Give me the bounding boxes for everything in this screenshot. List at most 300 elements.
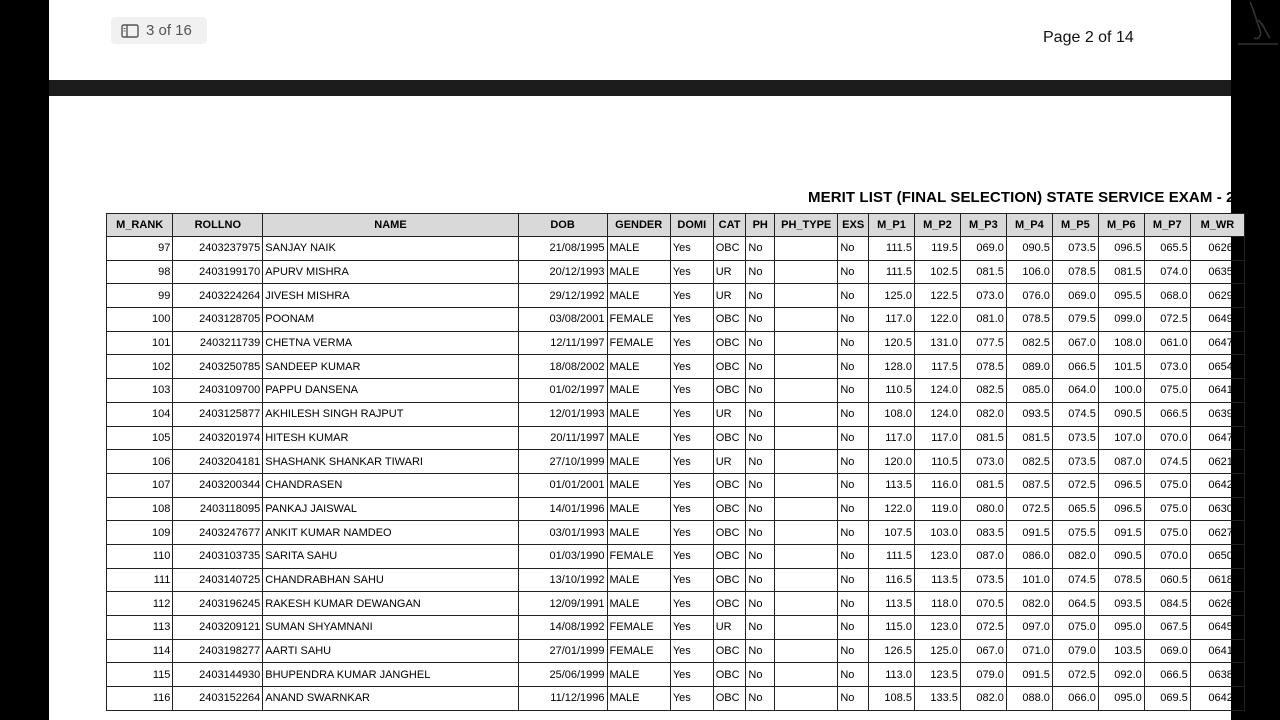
cell-m-p5: 073.5 bbox=[1052, 426, 1098, 450]
cell-gender: MALE bbox=[607, 260, 670, 284]
cell-exs: No bbox=[838, 568, 869, 592]
table-row bbox=[107, 497, 1245, 521]
cell-m-p1: 122.0 bbox=[868, 497, 914, 521]
cell-m-p6: 078.5 bbox=[1098, 568, 1144, 592]
table-row bbox=[107, 521, 1245, 545]
cell-ph: No bbox=[746, 616, 775, 640]
cell-m-p5: 079.0 bbox=[1052, 639, 1098, 663]
cell-m-p2: 113.5 bbox=[914, 568, 960, 592]
cell-m-p2: 116.0 bbox=[914, 473, 960, 497]
table-row bbox=[107, 308, 1245, 332]
cell-domi: Yes bbox=[670, 616, 713, 640]
cell-ph-type bbox=[775, 592, 838, 616]
cell-dob: 27/10/1999 bbox=[518, 450, 607, 474]
cell-ph: No bbox=[746, 260, 775, 284]
cell-m-p6: 101.5 bbox=[1098, 355, 1144, 379]
column-header-name: NAME bbox=[263, 214, 518, 237]
cell-m-rank: 107 bbox=[107, 473, 173, 497]
cell-ph-type bbox=[775, 308, 838, 332]
cell-m-p1: 120.0 bbox=[868, 450, 914, 474]
cell-name: PAPPU DANSENA bbox=[263, 379, 518, 403]
cell-m-p7: 070.0 bbox=[1144, 544, 1190, 568]
cell-name: PANKAJ JAISWAL bbox=[263, 497, 518, 521]
cell-m-p1: 117.0 bbox=[868, 308, 914, 332]
cell-name: CHANDRASEN bbox=[263, 473, 518, 497]
cell-m-p2: 123.0 bbox=[914, 616, 960, 640]
cell-domi: Yes bbox=[670, 592, 713, 616]
column-header-m-wr: M_WR bbox=[1190, 214, 1244, 237]
cell-m-p3: 072.5 bbox=[960, 616, 1006, 640]
cell-domi: Yes bbox=[670, 331, 713, 355]
column-header-m-p6: M_P6 bbox=[1098, 214, 1144, 237]
cell-m-wr: 0642.5 bbox=[1190, 687, 1244, 711]
cell-exs: No bbox=[838, 426, 869, 450]
cell-exs: No bbox=[838, 544, 869, 568]
cell-m-rank: 112 bbox=[107, 592, 173, 616]
cell-m-p5: 072.5 bbox=[1052, 663, 1098, 687]
cell-ph-type bbox=[775, 284, 838, 308]
column-header-cat: CAT bbox=[713, 214, 746, 237]
cell-m-rank: 103 bbox=[107, 379, 173, 403]
cell-exs: No bbox=[838, 473, 869, 497]
cell-m-wr: 0621.0 bbox=[1190, 450, 1244, 474]
cell-ph: No bbox=[746, 544, 775, 568]
cell-m-p6: 095.0 bbox=[1098, 616, 1144, 640]
cell-m-p1: 107.5 bbox=[868, 521, 914, 545]
cell-cat: OBC bbox=[713, 355, 746, 379]
cell-gender: MALE bbox=[607, 687, 670, 711]
cell-m-p7: 069.0 bbox=[1144, 639, 1190, 663]
table-row bbox=[107, 568, 1245, 592]
cell-dob: 27/01/1999 bbox=[518, 639, 607, 663]
column-header-m-p5: M_P5 bbox=[1052, 214, 1098, 237]
table-row bbox=[107, 260, 1245, 284]
cell-m-p7: 084.5 bbox=[1144, 592, 1190, 616]
cell-m-p6: 108.0 bbox=[1098, 331, 1144, 355]
cell-m-p5: 072.5 bbox=[1052, 473, 1098, 497]
sidebar-toggle-icon bbox=[121, 24, 139, 38]
table-row bbox=[107, 639, 1245, 663]
cell-m-p1: 113.5 bbox=[868, 592, 914, 616]
cell-m-p7: 075.0 bbox=[1144, 473, 1190, 497]
cell-m-p4: 090.5 bbox=[1006, 237, 1052, 261]
cell-dob: 20/11/1997 bbox=[518, 426, 607, 450]
column-header-exs: EXS bbox=[838, 214, 869, 237]
cell-domi: Yes bbox=[670, 473, 713, 497]
cell-rollno: 2403152264 bbox=[173, 687, 263, 711]
cell-ph-type bbox=[775, 616, 838, 640]
cell-rollno: 2403201974 bbox=[173, 426, 263, 450]
cell-ph: No bbox=[746, 568, 775, 592]
previous-page-bottom bbox=[49, 0, 1231, 80]
cell-rollno: 2403144930 bbox=[173, 663, 263, 687]
cell-ph-type bbox=[775, 521, 838, 545]
cell-rollno: 2403204181 bbox=[173, 450, 263, 474]
cell-domi: Yes bbox=[670, 379, 713, 403]
table-header-row bbox=[107, 214, 1245, 237]
cell-m-p3: 073.5 bbox=[960, 568, 1006, 592]
cell-m-p5: 075.5 bbox=[1052, 521, 1098, 545]
cell-exs: No bbox=[838, 687, 869, 711]
cell-m-p5: 082.0 bbox=[1052, 544, 1098, 568]
cell-exs: No bbox=[838, 260, 869, 284]
cell-m-rank: 100 bbox=[107, 308, 173, 332]
cell-name: JIVESH MISHRA bbox=[263, 284, 518, 308]
cell-rollno: 2403103735 bbox=[173, 544, 263, 568]
cell-domi: Yes bbox=[670, 284, 713, 308]
cell-cat: OBC bbox=[713, 592, 746, 616]
cell-gender: MALE bbox=[607, 568, 670, 592]
cell-ph: No bbox=[746, 592, 775, 616]
cell-m-p7: 073.0 bbox=[1144, 355, 1190, 379]
cell-name: RAKESH KUMAR DEWANGAN bbox=[263, 592, 518, 616]
cell-gender: MALE bbox=[607, 284, 670, 308]
cell-exs: No bbox=[838, 497, 869, 521]
cell-m-p7: 075.0 bbox=[1144, 497, 1190, 521]
cell-ph: No bbox=[746, 355, 775, 379]
cell-rollno: 2403237975 bbox=[173, 237, 263, 261]
cell-dob: 03/08/2001 bbox=[518, 308, 607, 332]
cell-m-p7: 070.0 bbox=[1144, 426, 1190, 450]
cell-ph-type bbox=[775, 544, 838, 568]
cell-m-p4: 097.0 bbox=[1006, 616, 1052, 640]
column-header-m-rank: M_RANK bbox=[107, 214, 173, 237]
cell-name: SUMAN SHYAMNANI bbox=[263, 616, 518, 640]
cell-dob: 01/03/1990 bbox=[518, 544, 607, 568]
cell-m-p2: 110.5 bbox=[914, 450, 960, 474]
cell-gender: MALE bbox=[607, 473, 670, 497]
cell-exs: No bbox=[838, 308, 869, 332]
cell-m-rank: 109 bbox=[107, 521, 173, 545]
cell-m-wr: 0641.0 bbox=[1190, 379, 1244, 403]
cell-m-wr: 0645.0 bbox=[1190, 616, 1244, 640]
cell-m-p2: 103.0 bbox=[914, 521, 960, 545]
cell-ph-type bbox=[775, 426, 838, 450]
cell-dob: 29/12/1992 bbox=[518, 284, 607, 308]
page-counter-text: 3 of 16 bbox=[146, 22, 192, 39]
table-row bbox=[107, 663, 1245, 687]
cell-cat: OBC bbox=[713, 497, 746, 521]
cell-m-wr: 0626.5 bbox=[1190, 592, 1244, 616]
page-number-footer: Page 2 of 14 bbox=[1043, 29, 1134, 46]
cell-ph-type bbox=[775, 568, 838, 592]
cell-exs: No bbox=[838, 521, 869, 545]
cell-m-rank: 99 bbox=[107, 284, 173, 308]
cell-ph: No bbox=[746, 687, 775, 711]
table-row bbox=[107, 473, 1245, 497]
cell-gender: FEMALE bbox=[607, 639, 670, 663]
cell-ph-type bbox=[775, 450, 838, 474]
cell-gender: MALE bbox=[607, 497, 670, 521]
cell-ph: No bbox=[746, 331, 775, 355]
cell-m-p2: 124.0 bbox=[914, 379, 960, 403]
cell-m-rank: 115 bbox=[107, 663, 173, 687]
cell-dob: 25/06/1999 bbox=[518, 663, 607, 687]
cell-cat: OBC bbox=[713, 521, 746, 545]
cell-rollno: 2403209121 bbox=[173, 616, 263, 640]
cell-ph-type bbox=[775, 473, 838, 497]
cell-exs: No bbox=[838, 284, 869, 308]
cell-m-p7: 061.0 bbox=[1144, 331, 1190, 355]
column-header-dob: DOB bbox=[518, 214, 607, 237]
table-row bbox=[107, 237, 1245, 261]
cell-m-p6: 096.5 bbox=[1098, 497, 1144, 521]
cell-m-p3: 077.5 bbox=[960, 331, 1006, 355]
cell-dob: 13/10/1992 bbox=[518, 568, 607, 592]
cell-m-p6: 092.0 bbox=[1098, 663, 1144, 687]
cell-m-p1: 108.5 bbox=[868, 687, 914, 711]
cell-m-p1: 110.5 bbox=[868, 379, 914, 403]
cell-m-p4: 082.0 bbox=[1006, 592, 1052, 616]
cell-m-p4: 072.5 bbox=[1006, 497, 1052, 521]
cell-m-p7: 066.5 bbox=[1144, 402, 1190, 426]
cell-ph-type bbox=[775, 639, 838, 663]
cell-domi: Yes bbox=[670, 639, 713, 663]
table-row bbox=[107, 450, 1245, 474]
cell-exs: No bbox=[838, 379, 869, 403]
cell-dob: 12/01/1993 bbox=[518, 402, 607, 426]
cell-m-p4: 106.0 bbox=[1006, 260, 1052, 284]
cell-name: SANDEEP KUMAR bbox=[263, 355, 518, 379]
table-row bbox=[107, 426, 1245, 450]
cell-m-p4: 086.0 bbox=[1006, 544, 1052, 568]
cell-m-p7: 065.5 bbox=[1144, 237, 1190, 261]
cell-ph: No bbox=[746, 450, 775, 474]
cell-m-p1: 125.0 bbox=[868, 284, 914, 308]
cell-m-p2: 131.0 bbox=[914, 331, 960, 355]
cell-m-p6: 096.5 bbox=[1098, 473, 1144, 497]
cell-name: AKHILESH SINGH RAJPUT bbox=[263, 402, 518, 426]
cell-m-wr: 0635.5 bbox=[1190, 260, 1244, 284]
cell-domi: Yes bbox=[670, 237, 713, 261]
cell-m-p1: 113.0 bbox=[868, 663, 914, 687]
cell-m-p1: 116.5 bbox=[868, 568, 914, 592]
cell-name: CHANDRABHAN SAHU bbox=[263, 568, 518, 592]
cell-m-p5: 065.5 bbox=[1052, 497, 1098, 521]
cell-m-wr: 0649.5 bbox=[1190, 308, 1244, 332]
cell-rollno: 2403125877 bbox=[173, 402, 263, 426]
table-row bbox=[107, 592, 1245, 616]
cell-m-p4: 088.0 bbox=[1006, 687, 1052, 711]
cell-ph-type bbox=[775, 331, 838, 355]
cell-m-p2: 123.0 bbox=[914, 544, 960, 568]
cell-rollno: 2403250785 bbox=[173, 355, 263, 379]
cell-m-rank: 110 bbox=[107, 544, 173, 568]
cell-m-p2: 133.5 bbox=[914, 687, 960, 711]
cell-m-p5: 066.0 bbox=[1052, 687, 1098, 711]
cell-dob: 01/02/1997 bbox=[518, 379, 607, 403]
cell-m-p2: 118.0 bbox=[914, 592, 960, 616]
table-row bbox=[107, 355, 1245, 379]
cell-gender: MALE bbox=[607, 521, 670, 545]
document-title: MERIT LIST (FINAL SELECTION) STATE SERVICE EXAM - 20 bbox=[808, 189, 1243, 206]
cell-m-p7: 067.5 bbox=[1144, 616, 1190, 640]
cell-domi: Yes bbox=[670, 426, 713, 450]
cell-m-rank: 116 bbox=[107, 687, 173, 711]
column-header-m-p7: M_P7 bbox=[1144, 214, 1190, 237]
cell-m-p6: 096.5 bbox=[1098, 237, 1144, 261]
cell-m-p5: 069.0 bbox=[1052, 284, 1098, 308]
cell-m-p7: 075.0 bbox=[1144, 379, 1190, 403]
cell-exs: No bbox=[838, 663, 869, 687]
cell-dob: 11/12/1996 bbox=[518, 687, 607, 711]
cell-cat: OBC bbox=[713, 568, 746, 592]
cell-m-p2: 123.5 bbox=[914, 663, 960, 687]
cell-exs: No bbox=[838, 592, 869, 616]
cell-m-p1: 120.5 bbox=[868, 331, 914, 355]
cell-ph: No bbox=[746, 663, 775, 687]
cell-m-p6: 100.0 bbox=[1098, 379, 1144, 403]
cell-dob: 14/01/1996 bbox=[518, 497, 607, 521]
cell-m-wr: 0639.0 bbox=[1190, 402, 1244, 426]
cell-m-wr: 0618.0 bbox=[1190, 568, 1244, 592]
cell-ph: No bbox=[746, 497, 775, 521]
cell-m-p5: 064.5 bbox=[1052, 592, 1098, 616]
cell-rollno: 2403118095 bbox=[173, 497, 263, 521]
cell-gender: MALE bbox=[607, 663, 670, 687]
cell-ph: No bbox=[746, 473, 775, 497]
cell-m-p5: 074.5 bbox=[1052, 402, 1098, 426]
column-header-gender: GENDER bbox=[607, 214, 670, 237]
cell-cat: OBC bbox=[713, 331, 746, 355]
cell-dob: 20/12/1993 bbox=[518, 260, 607, 284]
cell-m-wr: 0650.0 bbox=[1190, 544, 1244, 568]
cell-domi: Yes bbox=[670, 687, 713, 711]
cell-cat: UR bbox=[713, 450, 746, 474]
cell-ph: No bbox=[746, 402, 775, 426]
column-header-domi: DOMI bbox=[670, 214, 713, 237]
cell-m-p6: 090.5 bbox=[1098, 402, 1144, 426]
cell-gender: FEMALE bbox=[607, 308, 670, 332]
cell-dob: 18/08/2002 bbox=[518, 355, 607, 379]
cell-m-p1: 111.5 bbox=[868, 260, 914, 284]
cell-m-p4: 101.0 bbox=[1006, 568, 1052, 592]
page-counter-badge[interactable] bbox=[111, 17, 207, 44]
cell-m-p3: 079.0 bbox=[960, 663, 1006, 687]
cell-m-p1: 128.0 bbox=[868, 355, 914, 379]
cell-m-p6: 099.0 bbox=[1098, 308, 1144, 332]
cell-m-rank: 113 bbox=[107, 616, 173, 640]
cell-m-p5: 066.5 bbox=[1052, 355, 1098, 379]
cell-m-rank: 98 bbox=[107, 260, 173, 284]
cell-name: SANJAY NAIK bbox=[263, 237, 518, 261]
cell-m-p4: 087.5 bbox=[1006, 473, 1052, 497]
column-header-m-p3: M_P3 bbox=[960, 214, 1006, 237]
cell-m-p6: 093.5 bbox=[1098, 592, 1144, 616]
cell-domi: Yes bbox=[670, 260, 713, 284]
cell-gender: FEMALE bbox=[607, 616, 670, 640]
cell-ph-type bbox=[775, 237, 838, 261]
cell-m-p3: 081.5 bbox=[960, 473, 1006, 497]
cell-rollno: 2403247677 bbox=[173, 521, 263, 545]
cell-gender: MALE bbox=[607, 402, 670, 426]
cell-m-p3: 073.0 bbox=[960, 284, 1006, 308]
cell-m-p3: 073.0 bbox=[960, 450, 1006, 474]
cell-ph: No bbox=[746, 237, 775, 261]
cell-domi: Yes bbox=[670, 544, 713, 568]
cell-m-p2: 119.5 bbox=[914, 237, 960, 261]
cell-m-p5: 067.0 bbox=[1052, 331, 1098, 355]
cell-m-p7: 068.0 bbox=[1144, 284, 1190, 308]
cell-domi: Yes bbox=[670, 663, 713, 687]
cell-m-p6: 087.0 bbox=[1098, 450, 1144, 474]
cell-gender: FEMALE bbox=[607, 544, 670, 568]
cell-m-p4: 078.5 bbox=[1006, 308, 1052, 332]
cell-dob: 12/11/1997 bbox=[518, 331, 607, 355]
cell-m-p1: 117.0 bbox=[868, 426, 914, 450]
cell-cat: OBC bbox=[713, 426, 746, 450]
cell-exs: No bbox=[838, 331, 869, 355]
cell-dob: 01/01/2001 bbox=[518, 473, 607, 497]
cell-m-p7: 060.5 bbox=[1144, 568, 1190, 592]
cell-m-p4: 082.5 bbox=[1006, 331, 1052, 355]
cell-cat: OBC bbox=[713, 639, 746, 663]
cell-exs: No bbox=[838, 402, 869, 426]
cell-rollno: 2403140725 bbox=[173, 568, 263, 592]
cell-ph: No bbox=[746, 284, 775, 308]
cell-ph-type bbox=[775, 260, 838, 284]
cell-cat: UR bbox=[713, 402, 746, 426]
cell-m-p7: 075.0 bbox=[1144, 521, 1190, 545]
cell-rollno: 2403224264 bbox=[173, 284, 263, 308]
cell-m-rank: 104 bbox=[107, 402, 173, 426]
cell-m-rank: 111 bbox=[107, 568, 173, 592]
cell-m-p4: 093.5 bbox=[1006, 402, 1052, 426]
cell-m-p3: 078.5 bbox=[960, 355, 1006, 379]
signature-mark-icon bbox=[1236, 0, 1280, 48]
cell-m-p3: 070.5 bbox=[960, 592, 1006, 616]
cell-m-p7: 066.5 bbox=[1144, 663, 1190, 687]
cell-m-rank: 97 bbox=[107, 237, 173, 261]
cell-m-p1: 113.5 bbox=[868, 473, 914, 497]
cell-ph-type bbox=[775, 663, 838, 687]
column-header-m-p4: M_P4 bbox=[1006, 214, 1052, 237]
cell-domi: Yes bbox=[670, 521, 713, 545]
cell-cat: OBC bbox=[713, 473, 746, 497]
cell-name: BHUPENDRA KUMAR JANGHEL bbox=[263, 663, 518, 687]
cell-dob: 12/09/1991 bbox=[518, 592, 607, 616]
cell-cat: UR bbox=[713, 260, 746, 284]
cell-m-p6: 090.5 bbox=[1098, 544, 1144, 568]
cell-m-wr: 0642.5 bbox=[1190, 473, 1244, 497]
cell-cat: OBC bbox=[713, 379, 746, 403]
cell-m-p4: 085.0 bbox=[1006, 379, 1052, 403]
column-header-m-p1: M_P1 bbox=[868, 214, 914, 237]
cell-m-p3: 067.0 bbox=[960, 639, 1006, 663]
cell-m-p3: 082.0 bbox=[960, 687, 1006, 711]
cell-m-p4: 081.5 bbox=[1006, 426, 1052, 450]
cell-m-wr: 0647.5 bbox=[1190, 331, 1244, 355]
column-header-ph-type: PH_TYPE bbox=[775, 214, 838, 237]
cell-m-rank: 105 bbox=[107, 426, 173, 450]
cell-m-p5: 064.0 bbox=[1052, 379, 1098, 403]
cell-cat: OBC bbox=[713, 544, 746, 568]
cell-rollno: 2403198277 bbox=[173, 639, 263, 663]
cell-m-rank: 101 bbox=[107, 331, 173, 355]
cell-cat: OBC bbox=[713, 663, 746, 687]
cell-m-wr: 0627.5 bbox=[1190, 521, 1244, 545]
cell-cat: OBC bbox=[713, 687, 746, 711]
cell-name: SARITA SAHU bbox=[263, 544, 518, 568]
cell-m-wr: 0654.0 bbox=[1190, 355, 1244, 379]
column-header-m-p2: M_P2 bbox=[914, 214, 960, 237]
merit-list-table bbox=[106, 213, 1245, 711]
cell-m-wr: 0630.5 bbox=[1190, 497, 1244, 521]
cell-name: ANKIT KUMAR NAMDEO bbox=[263, 521, 518, 545]
cell-cat: UR bbox=[713, 284, 746, 308]
cell-rollno: 2403128705 bbox=[173, 308, 263, 332]
cell-gender: MALE bbox=[607, 237, 670, 261]
